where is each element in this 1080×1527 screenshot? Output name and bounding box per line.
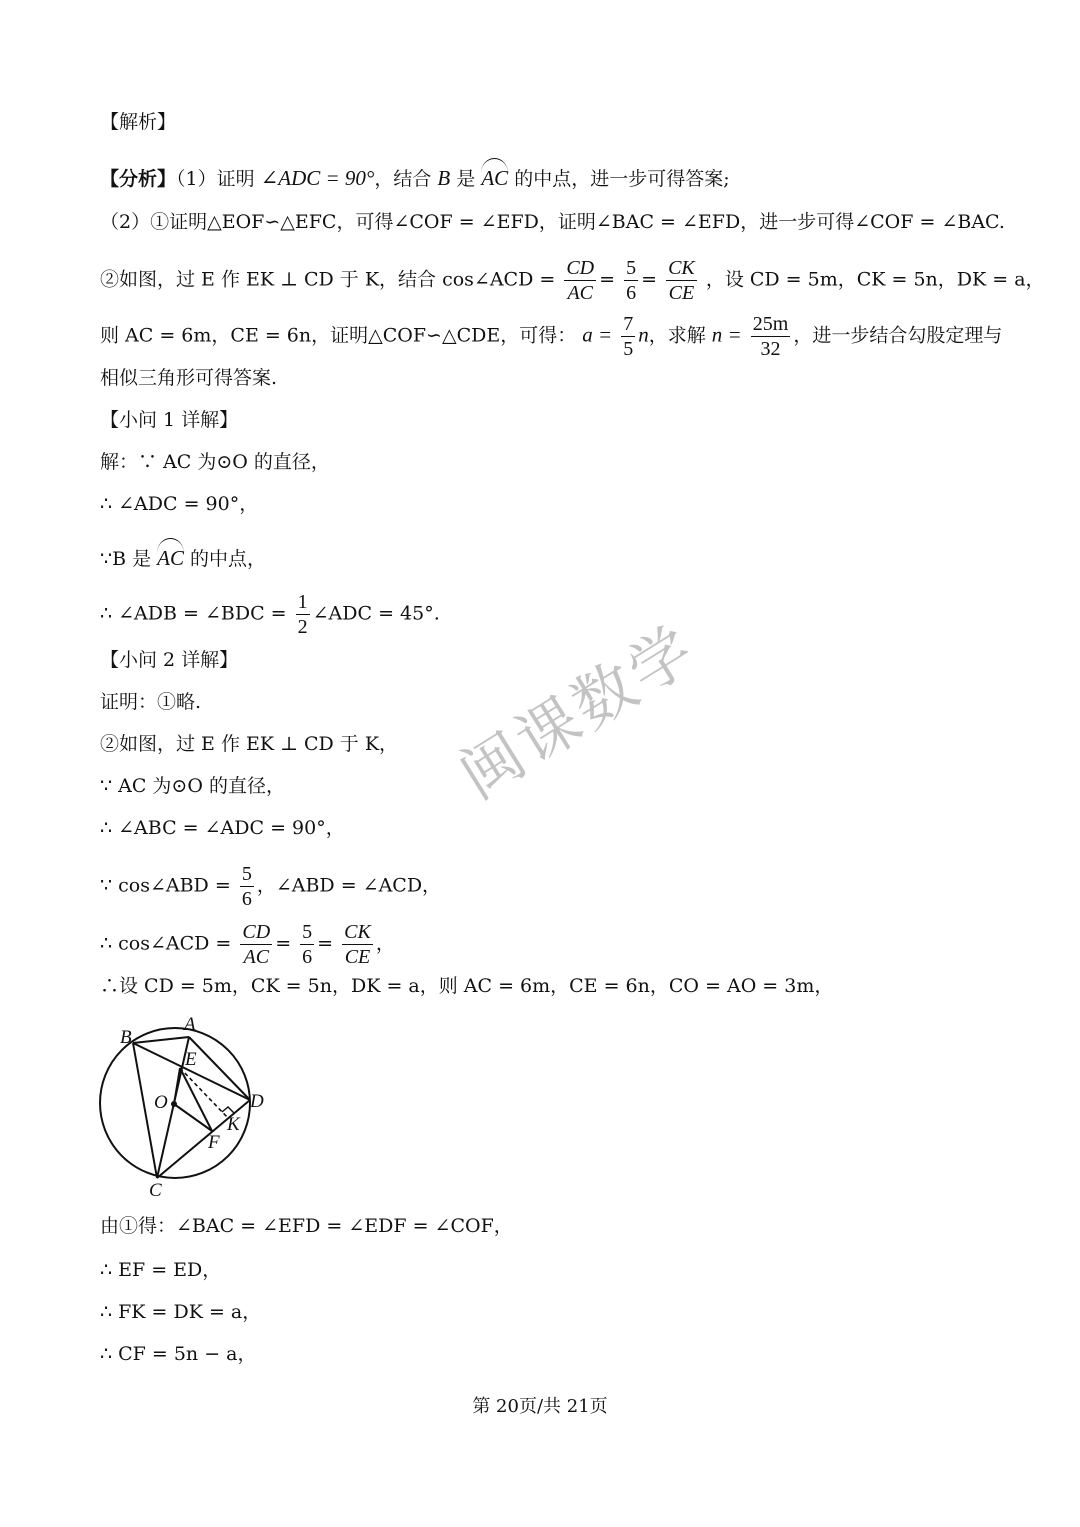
q2-line-8: 由①得：∠BAC = ∠EFD = ∠EDF = ∠COF， — [100, 1215, 513, 1237]
fraction-ck-ce: $\frac{CK}{CE}$ — [668, 257, 695, 304]
analysis-part1: 【分析】（1）证明 ∠ADC = 90°，结合 B 是 AC 的中点，进一步可得答案; — [100, 158, 1020, 193]
segment-oe — [174, 1068, 180, 1104]
fraction-25m-32: $\frac{25m}{32}$ — [752, 313, 789, 360]
right-angle-mark — [222, 1107, 234, 1113]
segment-ba — [133, 1037, 189, 1043]
segment-ek-dashed — [180, 1068, 228, 1118]
page-footer: 第 20页/共 21页 — [472, 1396, 608, 1417]
q2-line-6: ∴ cos∠ACD = $\frac{CD}{AC}$ = $\frac{5}{6}$ = $\frac{CK}{CE}$ ， — [100, 921, 395, 968]
q1-heading: 【小问 1 详解】 — [100, 409, 239, 431]
q2-line-3: ∵ AC 为⊙O 的直径， — [100, 775, 285, 797]
label-b: B — [120, 1027, 132, 1048]
fraction-1-2: $\frac{1}{2}$ — [297, 591, 308, 638]
watermark: 闽课数学 — [446, 611, 710, 813]
geometry-figure — [90, 1010, 280, 1200]
analysis-part2c: 则 AC = 6m，CE = 6n，证明△COF∽△CDE，可得： a = $\frac{7}{5}$ n，求解 n = $\frac{25m}{32}$ ，进一步结合勾股定理与 — [100, 313, 1003, 360]
fraction-cd-ac: $\frac{CD}{AC}$ — [242, 921, 271, 968]
q2-line-10: ∴ FK = DK = a， — [100, 1301, 262, 1323]
label-o: O — [154, 1092, 168, 1113]
label-f: F — [208, 1132, 220, 1153]
analysis-heading: 【解析】 — [100, 111, 177, 133]
fraction-cd-ac: $\frac{CD}{AC}$ — [566, 257, 595, 304]
q2-line-9: ∴ EF = ED， — [100, 1259, 222, 1281]
segment-cd — [157, 1100, 250, 1178]
q2-line-2: ②如图，过 E 作 EK ⊥ CD 于 K， — [100, 733, 399, 755]
label-d: D — [250, 1091, 264, 1112]
q1-line-1: 解：∵ AC 为⊙O 的直径， — [100, 451, 330, 473]
analysis-part2: （2）①证明△EOF∽△EFC，可得∠COF = ∠EFD，证明∠BAC = ∠EFD，进一步可得∠COF = ∠BAC. — [100, 211, 1005, 233]
fraction-7-5: $\frac{7}{5}$ — [623, 313, 634, 360]
segment-of — [174, 1104, 212, 1131]
q2-line-7: ∴设 CD = 5m，CK = 5n，DK = a，则 AC = 6m，CE = 6n，CO = AO = 3m， — [100, 975, 834, 997]
q1-line-3: ∵B 是 AC 的中点， — [100, 538, 1020, 573]
q1-line-4: ∴ ∠ADB = ∠BDC = $\frac{1}{2}$ ∠ADC = 45°. — [100, 591, 440, 638]
q2-line-11: ∴ CF = 5n − a， — [100, 1343, 257, 1365]
segment-ef — [180, 1068, 212, 1131]
fraction-5-6: $\frac{5}{6}$ — [241, 863, 252, 910]
fraction-5-6: $\frac{5}{6}$ — [626, 257, 637, 304]
analysis-part2d: 相似三角形可得答案. — [100, 367, 278, 389]
point-o — [171, 1101, 177, 1107]
q2-line-4: ∴ ∠ABC = ∠ADC = 90°， — [100, 817, 345, 839]
label-e: E — [185, 1049, 197, 1070]
label-a: A — [184, 1014, 196, 1035]
q2-line-5: ∵ cos∠ABD = $\frac{5}{6}$ ，∠ABD = ∠ACD， — [100, 863, 442, 910]
label-k: K — [227, 1114, 240, 1135]
label-c: C — [149, 1180, 162, 1200]
q1-line-2: ∴ ∠ADC = 90°， — [100, 493, 259, 515]
arc-ac-symbol: AC — [481, 158, 508, 192]
q2-line-1: 证明：①略. — [100, 691, 202, 713]
fraction-5-6: $\frac{5}{6}$ — [302, 921, 313, 968]
arc-ac-symbol: AC — [157, 538, 184, 572]
fraction-ck-ce: $\frac{CK}{CE}$ — [344, 921, 371, 968]
analysis-part2b: ②如图，过 E 作 EK ⊥ CD 于 K，结合 cos∠ACD = $\frac{CD}{AC}$ = $\frac{5}{6}$ = $\frac{CK}{CE}$ ，设 CD = 5m，CK = 5n，DK = a， — [100, 257, 1045, 304]
q2-heading: 【小问 2 详解】 — [100, 649, 239, 671]
